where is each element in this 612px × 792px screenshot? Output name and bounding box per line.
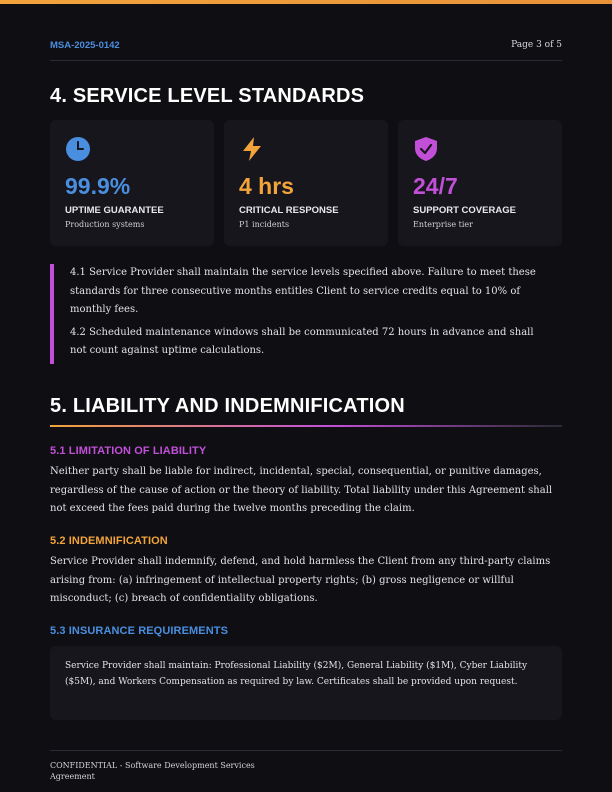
support-sub: Enterprise tier xyxy=(413,220,473,229)
shield-check-icon xyxy=(413,136,439,162)
response-card xyxy=(224,120,388,246)
response-value: 4 hrs xyxy=(239,173,294,199)
document-id: MSA-2025-0142 xyxy=(50,40,120,51)
page-footer xyxy=(50,750,562,782)
subsection-5-2-text: Service Provider shall indemnify, defend, and hold harmless the Client from any third-party claims arising from: (a) infringement of intellectual property rights; (b) gross negligence or willful misconduct; (c) breach of confidentiality obligations. xyxy=(50,556,551,604)
section-divider xyxy=(50,425,562,427)
top-accent-bar xyxy=(0,0,612,4)
clock-icon xyxy=(65,136,91,162)
section-5-title: 5. LIABILITY AND INDEMNIFICATION xyxy=(50,395,405,417)
uptime-sub: Production systems xyxy=(65,220,145,229)
clause-4-2: 4.2 Scheduled maintenance windows shall be communicated 72 hours in advance and shall not count against uptime calculations. xyxy=(70,326,534,356)
support-value: 24/7 xyxy=(413,173,458,199)
subsection-5-3-text: Service Provider shall maintain: Professional Liability ($2M), General Liability ($1M), Cyber Liability ($5M), and Workers Compensation as required by law. Certificates shall be provided upon request. xyxy=(65,661,528,687)
page-number: Page 3 of 5 xyxy=(511,40,562,50)
lightning-icon xyxy=(239,136,265,162)
subsection-5-1-text: Neither party shall be liable for indirect, incidental, special, consequential, or punitive damages, regardless of the cause of action or the theory of liability. Total liability under this Agreement shall not exceed the fees paid during the twelve months preceding the claim. xyxy=(50,466,553,514)
footer-text: CONFIDENTIAL - Software Development Services Agreement xyxy=(50,761,255,781)
insurance-box xyxy=(50,646,562,720)
service-level-clauses xyxy=(50,264,562,364)
uptime-card xyxy=(50,120,214,246)
section-4-title: 4. SERVICE LEVEL STANDARDS xyxy=(50,85,365,107)
support-label: SUPPORT COVERAGE xyxy=(413,205,516,216)
service-level-cards xyxy=(50,120,562,246)
response-label: CRITICAL RESPONSE xyxy=(239,205,339,216)
support-card xyxy=(398,120,562,246)
page-header xyxy=(50,40,562,61)
subsection-5-2-title: 5.2 INDEMNIFICATION xyxy=(50,535,168,547)
uptime-value: 99.9% xyxy=(65,173,131,199)
response-sub: P1 incidents xyxy=(239,220,290,229)
subsection-5-3-title: 5.3 INSURANCE REQUIREMENTS xyxy=(50,625,229,637)
uptime-label: UPTIME GUARANTEE xyxy=(65,205,164,216)
clause-4-1: 4.1 Service Provider shall maintain the service levels specified above. Failure to meet these standards for three consecutive months entitles Client to service credits equal to 10% of monthly fees. xyxy=(70,267,536,315)
subsection-5-1-title: 5.1 LIMITATION OF LIABILITY xyxy=(50,445,207,457)
